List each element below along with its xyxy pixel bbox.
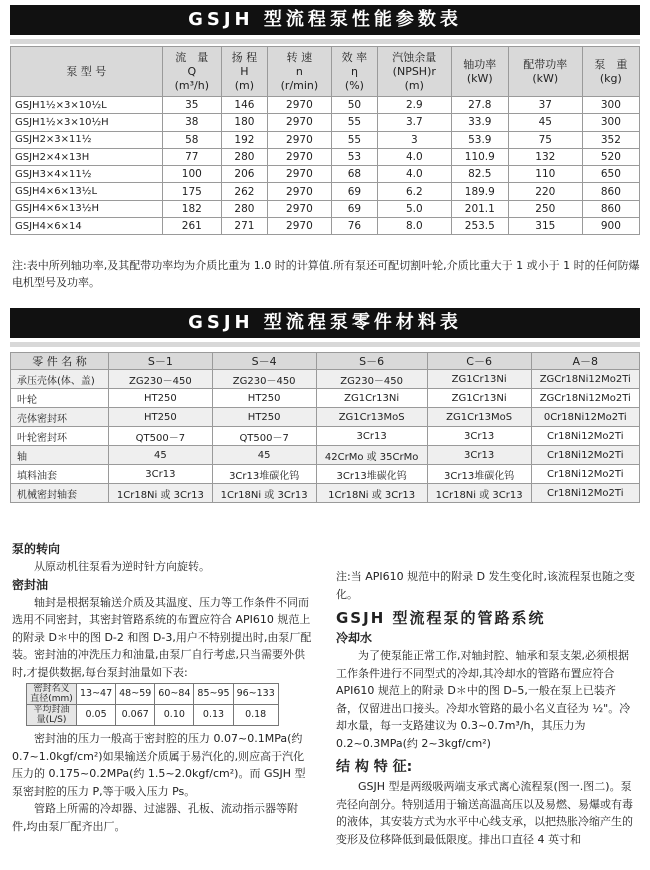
table-cell: HT250 (212, 389, 316, 408)
table-cell: 3Cr13堆碳化钨 (316, 465, 427, 484)
table-cell: ZG1Cr13MoS (427, 408, 531, 427)
table-row (11, 148, 640, 165)
table-row (11, 114, 640, 131)
table-cell: 860 (582, 200, 639, 217)
table-cell: 261 (162, 218, 221, 235)
table-cell: ZG1Cr13Ni (427, 370, 531, 389)
seal-paragraph: 管路上所需的冷却器、过滤器、孔板、流动指示器等附件,均由泵厂配齐出厂。 (12, 802, 298, 833)
seal-oil-table (26, 683, 279, 726)
table-row (11, 131, 640, 148)
pump-model-cell: GSJH2×3×11½ (11, 131, 163, 148)
table-cell: Cr18Ni12Mo2Ti (531, 446, 639, 465)
perf-note: 注:表中所列轴功率,及其配带功率均为介质比重为 1.0 时的计算值.所有泵还可配切割叶轮,介质比重大于 1 或小于 1 时的任何防爆电机型号及功率。 (12, 259, 640, 289)
table-cell: 82.5 (451, 166, 508, 183)
table-cell: ZGCr18Ni12Mo2Ti (531, 370, 639, 389)
structure-paragraph: GSJH 型是两级吸两端支承式离心流程泵(图一.图二)。泵壳径向剖分。特别适用于输送高温高压以及易燃、易爆或有毒的液体，其安装方式为水平中心线支承，以把热胀冷缩产生的变形及位移降低到最低限度。排出口直径 4 英寸和 (336, 780, 633, 846)
part-name-cell: 壳体密封环 (11, 408, 109, 427)
seal-oil-label: 平均封油量(L/S) (27, 705, 77, 726)
column-header: 泵 型 号 (11, 47, 163, 97)
cooling-paragraph: 为了使泵能正常工作,对轴封腔、轴承和泵支架,必须根据工作条件进行不同型式的冷却,其冷却水的管路布置应符合 API610 规范上的附录 D＊中的图 D–5,一般在泵上已装齐备，仅留进出口接头。冷却水管路的最小名义直径为 ½"。冷却水量，每一支路建议为 0.3~0.7m³/h，其压力为 0.2~0.3MPa(约 2~3kgf/cm²) (336, 649, 631, 750)
table-cell: ZGCr18Ni12Mo2Ti (531, 389, 639, 408)
title-band (10, 39, 640, 44)
table-cell: 0.05 (77, 705, 116, 726)
table-row (11, 200, 640, 217)
table-cell: 520 (582, 148, 639, 165)
column-header: 效 率 η (%) (331, 47, 377, 97)
table-cell: 201.1 (451, 200, 508, 217)
seal-paragraph: 轴封是根据泵输送介质及其温度、压力等工作条件不同而选用不同密封，其密封管路系统的布置应符合 API610 规范上的附录 D＊中的图 D-2 和图 D-3,用户不特别提出时,由泵厂配装。密封油的冲洗压力和油量,由泵厂自行考虑,只当需要外供时,才提供数据,每台泵封油量如下表: (12, 595, 312, 679)
table-cell: 5.0 (377, 200, 451, 217)
table-cell: 2.9 (377, 97, 451, 114)
table-cell: 35 (162, 97, 221, 114)
column-header: 扬 程 H (m) (221, 47, 267, 97)
table-cell: 220 (508, 183, 582, 200)
table-row (11, 370, 640, 389)
mat-table-title: GSJH 型流程泵零件材料表 (10, 308, 640, 338)
table-cell: 6.2 (377, 183, 451, 200)
table-cell: 3Cr13 (316, 427, 427, 446)
table-cell: ZG1Cr13Ni (427, 389, 531, 408)
table-cell: 75 (508, 131, 582, 148)
table-cell: 2970 (267, 131, 331, 148)
table-cell: 3 (377, 131, 451, 148)
table-cell: 900 (582, 218, 639, 235)
table-cell: QT500－7 (108, 427, 212, 446)
table-cell: 4.0 (377, 166, 451, 183)
table-cell: 300 (582, 97, 639, 114)
pump-model-cell: GSJH3×4×11½ (11, 166, 163, 183)
pump-model-cell: GSJH1½×3×10½H (11, 114, 163, 131)
table-cell: 3Cr13堆碳化钨 (212, 465, 316, 484)
table-cell: 33.9 (451, 114, 508, 131)
seal-title: 密封油 (12, 577, 49, 592)
part-name-cell: 填料油套 (11, 465, 109, 484)
table-cell: HT250 (108, 408, 212, 427)
table-cell: 300 (582, 114, 639, 131)
table-cell: HT250 (212, 408, 316, 427)
table-cell: 0.18 (233, 705, 278, 726)
seal-paragraph: 密封油的压力一般高于密封腔的压力 0.07~0.1MPa(约 0.7~1.0kgf/cm²)如果输送介质属于易汽化的,则应高于汽化压力的 0.175~0.2MPa(约 1.5~2.0kgf/cm²)。而 GSJH 型泵密封腔的压力 P,等于吸入压力 Ps。 (12, 732, 306, 798)
pump-model-cell: GSJH4×6×13½L (11, 183, 163, 200)
api-note: 注:当 API610 规范中的附录 D 发生变化时,该流程泵也随之变化。 (336, 570, 636, 601)
table-cell: 132 (508, 148, 582, 165)
performance-table (10, 46, 640, 235)
pump-model-cell: GSJH2×4×13H (11, 148, 163, 165)
table-cell: 3Cr13 (108, 465, 212, 484)
table-cell: 262 (221, 183, 267, 200)
table-cell: 76 (331, 218, 377, 235)
rotation-title: 泵的转向 (12, 542, 61, 556)
table-cell: 45 (508, 114, 582, 131)
table-cell: ZG1Cr13Ni (316, 389, 427, 408)
table-cell: 146 (221, 97, 267, 114)
table-row (11, 484, 640, 503)
table-header-row (11, 353, 640, 370)
pump-model-cell: GSJH4×6×14 (11, 218, 163, 235)
table-cell: 55 (331, 114, 377, 131)
table-cell: ZG230－450 (316, 370, 427, 389)
table-cell: 68 (331, 166, 377, 183)
part-name-cell: 轴 (11, 446, 109, 465)
table-row (11, 465, 640, 484)
part-name-cell: 机械密封轴套 (11, 484, 109, 503)
part-name-cell: 叶轮密封环 (11, 427, 109, 446)
table-cell: HT250 (108, 389, 212, 408)
table-cell: 96~133 (233, 684, 278, 705)
column-header: 汽蚀余量 (NPSH)r (m) (377, 47, 451, 97)
table-cell: 206 (221, 166, 267, 183)
table-row (11, 446, 640, 465)
table-header-row (11, 47, 640, 97)
table-cell: 2970 (267, 114, 331, 131)
table-cell: 0Cr18Ni12Mo2Ti (531, 408, 639, 427)
pipe-system-title: GSJH 型流程泵的管路系统 (336, 609, 546, 627)
right-column (336, 568, 636, 848)
column-header: 泵 重 (kg) (582, 47, 639, 97)
materials-table (10, 352, 640, 503)
table-cell: 0.10 (155, 705, 194, 726)
table-cell: 2970 (267, 166, 331, 183)
left-column (12, 540, 312, 835)
table-cell: 110.9 (451, 148, 508, 165)
table-cell: 253.5 (451, 218, 508, 235)
table-cell: 250 (508, 200, 582, 217)
table-cell: 2970 (267, 218, 331, 235)
title-band (10, 342, 640, 347)
seal-diameter-label: 密封名义直径(mm) (27, 684, 77, 705)
table-row (11, 166, 640, 183)
table-cell: 180 (221, 114, 267, 131)
table-cell: 3Cr13 (427, 446, 531, 465)
table-cell: 48~59 (116, 684, 155, 705)
table-cell: 280 (221, 200, 267, 217)
table-cell: 100 (162, 166, 221, 183)
table-cell: 4.0 (377, 148, 451, 165)
table-cell: 650 (582, 166, 639, 183)
column-header: 转 速 n (r/min) (267, 47, 331, 97)
table-cell: 3Cr13堆碳化钨 (427, 465, 531, 484)
column-header: 零 件 名 称 (11, 353, 109, 370)
table-row (11, 218, 640, 235)
table-cell: 58 (162, 131, 221, 148)
table-cell: 13~47 (77, 684, 116, 705)
perf-table-title: GSJH 型流程泵性能参数表 (10, 5, 640, 35)
part-name-cell: 叶轮 (11, 389, 109, 408)
table-cell: 60~84 (155, 684, 194, 705)
table-cell: Cr18Ni12Mo2Ti (531, 427, 639, 446)
table-cell: 53.9 (451, 131, 508, 148)
table-cell: Cr18Ni12Mo2Ti (531, 465, 639, 484)
table-cell: 3Cr13 (427, 427, 531, 446)
table-cell: 352 (582, 131, 639, 148)
table-cell: 45 (212, 446, 316, 465)
table-cell: ZG1Cr13MoS (316, 408, 427, 427)
table-cell: 77 (162, 148, 221, 165)
column-header: A－8 (531, 353, 639, 370)
table-cell: 37 (508, 97, 582, 114)
table-row (11, 97, 640, 114)
table-cell: 182 (162, 200, 221, 217)
table-cell: 1Cr18Ni 或 3Cr13 (427, 484, 531, 503)
table-cell: 53 (331, 148, 377, 165)
table-cell: 175 (162, 183, 221, 200)
table-cell: 8.0 (377, 218, 451, 235)
table-cell: 3.7 (377, 114, 451, 131)
structure-title: 结 构 特 征: (336, 759, 413, 775)
table-cell: 315 (508, 218, 582, 235)
table-cell: 55 (331, 131, 377, 148)
table-cell: 50 (331, 97, 377, 114)
table-cell: 45 (108, 446, 212, 465)
rotation-text: 从原动机往泵看为逆时针方向旋转。 (34, 560, 210, 573)
column-header: C－6 (427, 353, 531, 370)
table-row (11, 427, 640, 446)
table-cell: 27.8 (451, 97, 508, 114)
pump-model-cell: GSJH4×6×13½H (11, 200, 163, 217)
table-cell: QT500－7 (212, 427, 316, 446)
table-row (11, 389, 640, 408)
table-cell: 271 (221, 218, 267, 235)
table-cell: ZG230－450 (212, 370, 316, 389)
table-cell: 860 (582, 183, 639, 200)
table-cell: 69 (331, 183, 377, 200)
cooling-title: 冷却水 (336, 631, 373, 645)
table-cell: 280 (221, 148, 267, 165)
table-cell: 2970 (267, 97, 331, 114)
column-header: S－6 (316, 353, 427, 370)
table-cell: 2970 (267, 183, 331, 200)
table-cell: 42CrMo 或 35CrMo (316, 446, 427, 465)
part-name-cell: 承压壳体(体、盖) (11, 370, 109, 389)
column-header: S－1 (108, 353, 212, 370)
table-cell: ZG230－450 (108, 370, 212, 389)
table-cell: 69 (331, 200, 377, 217)
table-cell: 0.13 (194, 705, 233, 726)
column-header: S－4 (212, 353, 316, 370)
table-cell: 38 (162, 114, 221, 131)
table-cell: 189.9 (451, 183, 508, 200)
pump-model-cell: GSJH1½×3×10½L (11, 97, 163, 114)
table-cell: 1Cr18Ni 或 3Cr13 (212, 484, 316, 503)
column-header: 流 量 Q (m³/h) (162, 47, 221, 97)
table-cell: 85~95 (194, 684, 233, 705)
column-header: 配带功率 (kW) (508, 47, 582, 97)
table-row (11, 408, 640, 427)
table-cell: 2970 (267, 148, 331, 165)
table-cell: 1Cr18Ni 或 3Cr13 (108, 484, 212, 503)
table-cell: 1Cr18Ni 或 3Cr13 (316, 484, 427, 503)
table-cell: Cr18Ni12Mo2Ti (531, 484, 639, 503)
table-cell: 110 (508, 166, 582, 183)
column-header: 轴功率 (kW) (451, 47, 508, 97)
table-cell: 192 (221, 131, 267, 148)
table-row (11, 183, 640, 200)
table-cell: 0.067 (116, 705, 155, 726)
table-cell: 2970 (267, 200, 331, 217)
